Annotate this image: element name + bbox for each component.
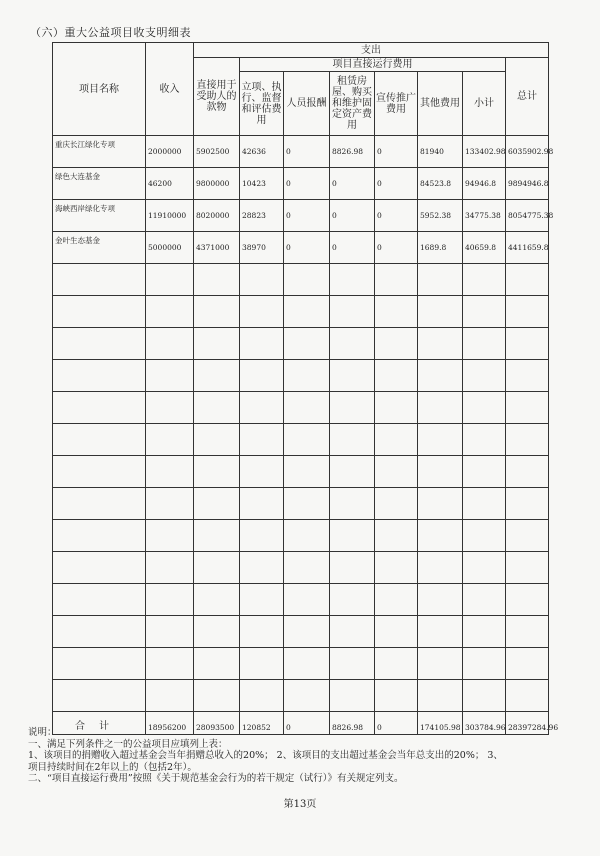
empty-cell (284, 360, 330, 392)
empty-cell (463, 264, 506, 296)
empty-cell (284, 296, 330, 328)
empty-cell (240, 552, 284, 584)
empty-cell (463, 296, 506, 328)
empty-cell (284, 488, 330, 520)
empty-cell (53, 584, 146, 616)
row-personnel: 0 (286, 179, 291, 188)
empty-cell (284, 424, 330, 456)
row-promo: 0 (377, 243, 382, 252)
row-other: 81940 (420, 147, 444, 156)
empty-cell (146, 456, 194, 488)
empty-cell (194, 584, 240, 616)
empty-cell (146, 264, 194, 296)
empty-cell (330, 456, 375, 488)
empty-cell (240, 392, 284, 424)
row-aid: 4371000 (196, 243, 230, 252)
empty-cell (418, 584, 463, 616)
empty-cell (53, 648, 146, 680)
empty-cell (330, 328, 375, 360)
empty-cell (463, 424, 506, 456)
empty-cell (194, 552, 240, 584)
empty-cell (240, 584, 284, 616)
empty-cell (418, 328, 463, 360)
empty-cell (146, 552, 194, 584)
row-aid: 8020000 (196, 211, 230, 220)
empty-cell (240, 456, 284, 488)
table-row (53, 136, 549, 168)
empty-cell (284, 264, 330, 296)
empty-cell (463, 520, 506, 552)
row-total: 6035902.98 (508, 147, 554, 156)
empty-cell (146, 616, 194, 648)
row-name: 重庆长江绿化专项 (55, 140, 115, 149)
row-total: 4411659.8 (508, 243, 549, 252)
empty-cell (330, 680, 375, 712)
empty-cell (506, 360, 549, 392)
table-row (53, 232, 549, 264)
empty-cell (53, 296, 146, 328)
table-row (53, 200, 549, 232)
row-total: 9894946.8 (508, 179, 549, 188)
row-income: 2000000 (148, 147, 182, 156)
empty-table-row (53, 264, 549, 296)
empty-cell (146, 296, 194, 328)
row-personnel: 0 (286, 147, 291, 156)
page-title: （六）重大公益项目收支明细表 (30, 26, 191, 39)
empty-cell (506, 264, 549, 296)
header-project-name: 项目名称 (53, 43, 146, 136)
empty-cell (330, 552, 375, 584)
empty-table-row (53, 552, 549, 584)
empty-cell (418, 360, 463, 392)
empty-cell (506, 328, 549, 360)
empty-cell (463, 488, 506, 520)
empty-cell (330, 360, 375, 392)
empty-cell (330, 424, 375, 456)
row-subtotal: 133402.98 (465, 147, 506, 156)
empty-cell (53, 424, 146, 456)
row-rent: 8826.98 (332, 147, 364, 156)
row-other: 1689.8 (420, 243, 447, 252)
empty-cell (240, 328, 284, 360)
empty-cell (418, 680, 463, 712)
header-income: 收入 (146, 43, 194, 136)
empty-cell (506, 616, 549, 648)
empty-cell (53, 456, 146, 488)
empty-cell (240, 296, 284, 328)
empty-cell (418, 456, 463, 488)
row-setup: 42636 (242, 147, 266, 156)
row-name: 金叶生态基金 (55, 236, 100, 245)
empty-cell (375, 456, 418, 488)
empty-cell (194, 328, 240, 360)
empty-cell (284, 456, 330, 488)
table-row (53, 168, 549, 200)
row-setup: 28823 (242, 211, 266, 220)
empty-cell (506, 552, 549, 584)
empty-cell (375, 584, 418, 616)
row-aid: 5902500 (196, 147, 230, 156)
empty-cell (375, 296, 418, 328)
empty-table-row (53, 616, 549, 648)
empty-cell (418, 296, 463, 328)
empty-cell (194, 296, 240, 328)
empty-cell (194, 680, 240, 712)
empty-cell (506, 680, 549, 712)
empty-cell (194, 456, 240, 488)
row-personnel: 0 (286, 243, 291, 252)
row-personnel: 0 (286, 211, 291, 220)
empty-cell (53, 680, 146, 712)
empty-table-row (53, 456, 549, 488)
empty-cell (463, 648, 506, 680)
empty-cell (418, 520, 463, 552)
empty-cell (53, 392, 146, 424)
totals-promo: 0 (377, 723, 382, 732)
empty-cell (146, 424, 194, 456)
empty-cell (53, 552, 146, 584)
empty-cell (146, 520, 194, 552)
empty-cell (53, 616, 146, 648)
totals-subtotal: 303784.96 (465, 723, 506, 732)
empty-cell (375, 488, 418, 520)
totals-label: 合计 (75, 721, 123, 732)
row-rent: 0 (332, 243, 337, 252)
empty-cell (463, 392, 506, 424)
header-other: 其他费用 (418, 72, 463, 136)
notes-heading: 说明： (28, 727, 57, 738)
row-promo: 0 (377, 147, 382, 156)
empty-cell (330, 616, 375, 648)
empty-cell (330, 264, 375, 296)
notes-line-1: 一、满足下列条件之一的公益项目应填列上表： (28, 738, 228, 750)
row-income: 46200 (148, 179, 172, 188)
row-name: 海峡西岸绿化专项 (55, 204, 115, 213)
empty-cell (506, 488, 549, 520)
empty-cell (284, 552, 330, 584)
empty-cell (53, 488, 146, 520)
empty-cell (375, 552, 418, 584)
empty-cell (146, 488, 194, 520)
project-income-expense-table (52, 42, 559, 735)
empty-cell (418, 552, 463, 584)
empty-cell (463, 680, 506, 712)
notes-line-2: 1、该项目的捐赠收入超过基金会当年捐赠总收入的20%； 2、该项目的支出超过基金会当年总支出的20%； 3、 (28, 750, 503, 761)
empty-cell (330, 392, 375, 424)
row-rent: 0 (332, 179, 337, 188)
empty-cell (240, 680, 284, 712)
empty-cell (375, 264, 418, 296)
empty-cell (418, 648, 463, 680)
empty-cell (463, 456, 506, 488)
empty-cell (194, 392, 240, 424)
row-rent: 0 (332, 211, 337, 220)
empty-cell (240, 488, 284, 520)
totals-other: 174105.98 (420, 723, 461, 732)
row-setup: 10423 (242, 179, 266, 188)
empty-cell (418, 616, 463, 648)
empty-cell (418, 488, 463, 520)
empty-cell (375, 648, 418, 680)
empty-cell (463, 328, 506, 360)
empty-cell (146, 360, 194, 392)
empty-cell (284, 328, 330, 360)
totals-total: 28397284.96 (508, 723, 559, 732)
empty-cell (146, 680, 194, 712)
totals-aid: 28093500 (196, 723, 235, 732)
empty-cell (375, 328, 418, 360)
empty-cell (284, 520, 330, 552)
empty-cell (284, 680, 330, 712)
empty-table-row (53, 392, 549, 424)
empty-cell (330, 488, 375, 520)
empty-cell (463, 616, 506, 648)
empty-cell (418, 264, 463, 296)
row-promo: 0 (377, 179, 382, 188)
empty-table-row (53, 488, 549, 520)
row-subtotal: 40659.8 (465, 243, 497, 252)
empty-cell (330, 648, 375, 680)
empty-table-row (53, 328, 549, 360)
row-promo: 0 (377, 211, 382, 220)
header-direct-aid: 直接用于受助人的款物 (194, 58, 240, 136)
empty-cell (375, 360, 418, 392)
empty-cell (330, 296, 375, 328)
totals-rent: 8826.98 (332, 723, 364, 732)
empty-cell (146, 584, 194, 616)
header-subtotal: 小计 (463, 72, 506, 136)
empty-cell (240, 264, 284, 296)
empty-cell (146, 328, 194, 360)
empty-cell (284, 392, 330, 424)
notes-line-4: 二、“项目直接运行费用”按照《关于规范基金会行为的若干规定（试行）》有关规定列支。 (28, 773, 404, 784)
empty-cell (506, 520, 549, 552)
empty-cell (330, 520, 375, 552)
empty-table-row (53, 360, 549, 392)
header-rent: 租赁房屋、购买和维护固定资产费用 (330, 72, 375, 136)
empty-cell (53, 520, 146, 552)
empty-cell (53, 328, 146, 360)
empty-cell (463, 552, 506, 584)
header-personnel: 人员报酬 (284, 72, 330, 136)
empty-cell (284, 584, 330, 616)
row-subtotal: 94946.8 (465, 179, 497, 188)
empty-cell (506, 584, 549, 616)
empty-cell (506, 296, 549, 328)
header-direct-operating: 项目直接运行费用 (240, 58, 506, 72)
notes (28, 727, 573, 785)
empty-cell (240, 616, 284, 648)
empty-cell (240, 520, 284, 552)
empty-cell (194, 616, 240, 648)
empty-cell (240, 648, 284, 680)
row-income: 11910000 (148, 211, 187, 220)
empty-cell (506, 392, 549, 424)
notes-line-3: 项目持续时间在2年以上的（包括2年）。 (28, 761, 197, 773)
empty-cell (375, 424, 418, 456)
header-total: 总计 (506, 58, 549, 136)
empty-cell (506, 424, 549, 456)
empty-cell (418, 424, 463, 456)
row-aid: 9800000 (196, 179, 230, 188)
row-subtotal: 34775.38 (465, 211, 501, 220)
empty-cell (463, 584, 506, 616)
empty-table-row (53, 680, 549, 712)
empty-table-row (53, 296, 549, 328)
page-number: 第13页 (283, 799, 317, 810)
row-setup: 38970 (242, 243, 266, 252)
empty-cell (375, 616, 418, 648)
empty-cell (284, 616, 330, 648)
totals-setup: 120852 (242, 723, 271, 732)
empty-cell (375, 680, 418, 712)
empty-cell (194, 520, 240, 552)
empty-table-row (53, 424, 549, 456)
row-other: 84523.8 (420, 179, 452, 188)
empty-cell (418, 392, 463, 424)
empty-cell (194, 488, 240, 520)
row-income: 5000000 (148, 243, 182, 252)
header-expense: 支出 (194, 43, 549, 58)
empty-cell (146, 648, 194, 680)
totals-income: 18956200 (148, 723, 187, 732)
empty-cell (194, 648, 240, 680)
empty-cell (240, 360, 284, 392)
empty-cell (330, 584, 375, 616)
totals-personnel: 0 (286, 723, 291, 732)
header-promotion: 宣传推广费用 (375, 72, 418, 136)
empty-table-row (53, 584, 549, 616)
empty-cell (506, 648, 549, 680)
empty-cell (375, 520, 418, 552)
empty-cell (463, 360, 506, 392)
row-other: 5952.38 (420, 211, 452, 220)
empty-cell (194, 424, 240, 456)
empty-cell (146, 392, 194, 424)
empty-table-row (53, 648, 549, 680)
row-name: 绿色大连基金 (55, 172, 100, 181)
empty-cell (284, 648, 330, 680)
empty-cell (194, 264, 240, 296)
empty-cell (375, 392, 418, 424)
empty-cell (194, 360, 240, 392)
empty-cell (53, 264, 146, 296)
empty-table-row (53, 520, 549, 552)
row-total: 8054775.38 (508, 211, 554, 220)
empty-cell (240, 424, 284, 456)
header-setup-exec: 立项、执行、监督和评估费用 (240, 72, 284, 136)
empty-rows (53, 264, 549, 712)
empty-cell (53, 360, 146, 392)
empty-cell (506, 456, 549, 488)
